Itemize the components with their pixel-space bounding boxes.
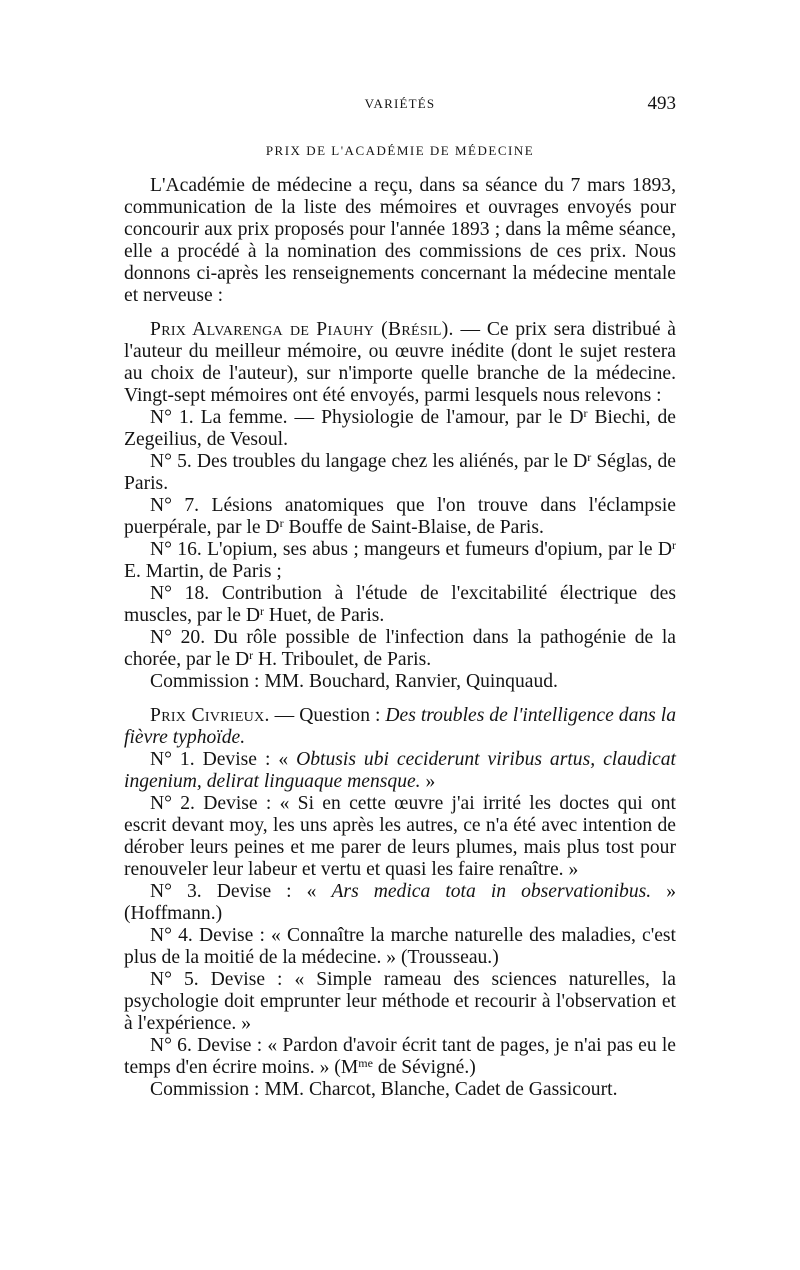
entry-motto: Ars medica tota in observationibus. xyxy=(331,881,652,902)
alvarenga-entry xyxy=(124,451,676,495)
civrieux-entry xyxy=(124,969,676,1035)
entry-superscript: r xyxy=(583,406,588,420)
entry-text: N° 16. L'opium, ses abus ; mangeurs et fumeurs d'opium, par le D xyxy=(150,539,672,560)
civrieux-entry xyxy=(124,1035,676,1079)
civrieux-entry xyxy=(124,749,676,793)
entry-text: H. Triboulet, de Paris. xyxy=(253,649,432,670)
entry-text: E. Martin, de Paris ; xyxy=(124,561,282,582)
entry-superscript: r xyxy=(279,516,284,530)
entry-motto: Obtusis ubi ceciderunt viribus artus, claudicat ingenium, delirat linguaque mensque. xyxy=(124,749,676,792)
running-title: VARIÉTÉS xyxy=(364,96,436,111)
book-page xyxy=(124,93,677,1101)
entry-superscript: r xyxy=(249,648,254,662)
alvarenga-entry xyxy=(124,627,676,671)
entry-text: N° 5. Devise : « Simple rameau des sciences naturelles, la psychologie doit emprunter leur méthode et recourir à l'observation et à l'expérience. » xyxy=(124,969,676,1034)
entry-superscript: r xyxy=(587,450,592,464)
entry-text: Séglas, de Paris. xyxy=(124,451,676,494)
entry-text: N° 1. Devise : « xyxy=(150,749,297,770)
entry-text: N° 2. Devise : « Si en cette œuvre j'ai irrité les doctes qui ont escrit devant moy, les uns après les autres, ce n'a été avec intention de dérober leurs peines et me parer de leurs plumes, mais plus tost pour renouveler leur labeur et vertu et quasi les faire renaître. » xyxy=(124,793,676,880)
running-head xyxy=(124,93,676,122)
entry-text: N° 1. La femme. — Physiologie de l'amour, par le D xyxy=(150,407,584,428)
entry-text: N° 5. Des troubles du langage chez les aliénés, par le D xyxy=(150,451,588,472)
article-body xyxy=(124,175,676,1101)
civrieux-entry xyxy=(124,925,676,969)
entry-text: N° 18. Contribution à l'étude de l'excitabilité électrique des muscles, par le D xyxy=(124,583,676,626)
alvarenga-entry xyxy=(124,583,676,627)
page-number: 493 xyxy=(647,93,676,114)
entry-text: N° 20. Du rôle possible de l'infection dans la pathogénie de la chorée, par le D xyxy=(124,627,676,670)
civrieux-paragraph xyxy=(124,705,676,749)
question-text: Des troubles de l'intelligence dans la fièvre typhoïde. xyxy=(124,705,676,748)
entry-text: de Sévigné.) xyxy=(372,1057,476,1078)
entry-text: Huet, de Paris. xyxy=(264,605,385,626)
section-title: PRIX DE L'ACADÉMIE DE MÉDECINE xyxy=(265,143,535,158)
entry-text: N° 3. Devise : « xyxy=(150,881,332,902)
entry-text: Biechi, de Zegeilius, de Vesoul. xyxy=(124,407,676,450)
entry-text: N° 6. Devise : « Pardon d'avoir écrit tant de pages, je n'ai pas eu le temps d'en écrire moins. » (M xyxy=(124,1035,676,1078)
entry-text: » xyxy=(420,771,436,792)
alvarenga-commission: Commission : MM. Bouchard, Ranvier, Quinquaud. xyxy=(150,671,558,692)
entry-superscript: me xyxy=(358,1056,373,1070)
entry-text: N° 4. Devise : « Connaître la marche naturelle des maladies, c'est plus de la moitié de la médecine. » (Trousseau.) xyxy=(124,925,676,968)
entry-text: Bouffe de Saint-Blaise, de Paris. xyxy=(283,517,544,538)
civrieux-entry xyxy=(124,881,676,925)
question-label: — Question : xyxy=(269,705,386,726)
alvarenga-text: — Ce prix sera distribué à l'auteur du meilleur mémoire, ou œuvre inédite (dont le sujet restera au choix de l'auteur), sur n'importe quelle branche de la médecine. Vingt-sept mémoires ont été envoyés, parmi lesquels nous relevons : xyxy=(124,319,677,406)
alvarenga-entry xyxy=(124,407,676,451)
civrieux-entry xyxy=(124,793,676,881)
prize-title-alvarenga: Prix Alvarenga de Piauhy (Brésil). xyxy=(150,319,454,340)
intro-paragraph: L'Académie de médecine a reçu, dans sa séance du 7 mars 1893, communication de la liste des mémoires et ouvrages envoyés pour concourir aux prix proposés pour l'année 1893 ; dans la même séance, elle a procédé à la nomination des commissions de ces prix. Nous donnons ci-après les renseignements concernant la médecine mentale et nerveuse : xyxy=(124,175,676,306)
entry-text: » (Hoffmann.) xyxy=(124,881,676,924)
entry-superscript: r xyxy=(672,538,676,552)
alvarenga-paragraph xyxy=(124,319,676,407)
alvarenga-entry xyxy=(124,495,676,539)
entry-superscript: r xyxy=(260,604,265,618)
entry-text: N° 7. Lésions anatomiques que l'on trouve dans l'éclampsie puerpérale, par le D xyxy=(124,495,676,538)
prize-title-civrieux: Prix Civrieux. xyxy=(150,705,270,726)
alvarenga-entry xyxy=(124,539,676,583)
civrieux-commission: Commission : MM. Charcot, Blanche, Cadet de Gassicourt. xyxy=(150,1079,618,1100)
